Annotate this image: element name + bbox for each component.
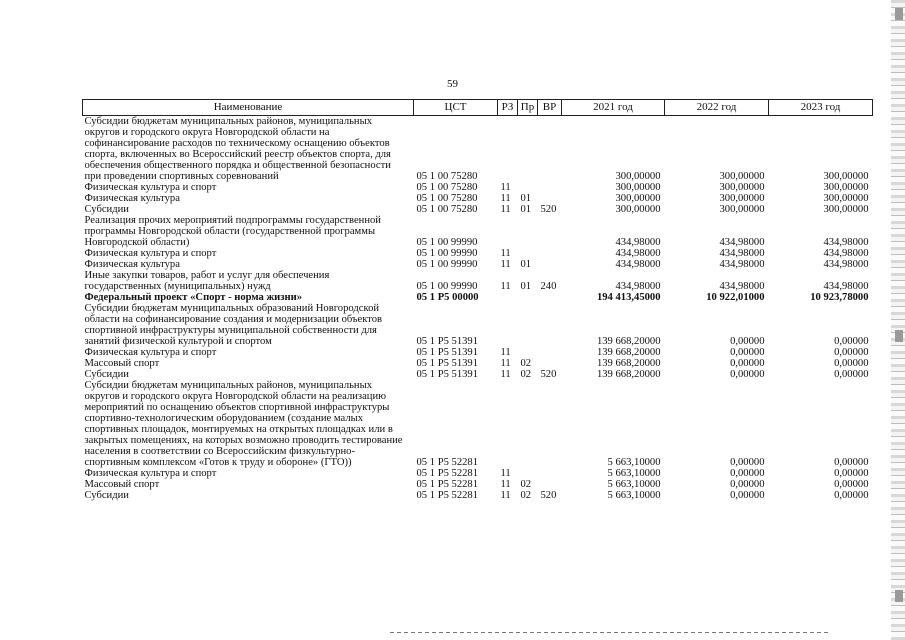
cell-2022: 300,00000	[719, 171, 765, 182]
cell-2022: 0,00000	[730, 336, 765, 347]
cell-name: Физическая культура	[84, 193, 180, 204]
cell-vr: 520	[540, 369, 557, 380]
cell-vr: 520	[540, 490, 557, 501]
cell-2022: 300,00000	[719, 204, 765, 215]
cell-cst: 05 1 P5 51391	[416, 336, 479, 347]
table-row	[83, 380, 873, 468]
cell-pr: 02	[520, 479, 532, 490]
cell-rz: 11	[500, 182, 511, 193]
cell-name: Субсидии	[84, 204, 129, 215]
cell-2021: 139 668,20000	[596, 347, 661, 358]
cell-2022: 434,98000	[719, 248, 765, 259]
cell-rz: 11	[500, 248, 511, 259]
cell-2023: 434,98000	[823, 281, 869, 292]
table-body	[83, 116, 873, 502]
table-row	[83, 248, 873, 259]
cell-2023: 0,00000	[834, 490, 869, 501]
cell-2023: 0,00000	[834, 479, 869, 490]
cell-rz: 11	[500, 193, 511, 204]
cell-2022: 0,00000	[730, 479, 765, 490]
cell-name: Федеральный проект «Спорт - норма жизни»	[84, 292, 303, 303]
cell-rz: 11	[500, 468, 511, 479]
cell-rz: 11	[500, 259, 511, 270]
cell-2021: 300,00000	[615, 204, 661, 215]
cell-2023: 0,00000	[834, 336, 869, 347]
cell-2022: 434,98000	[719, 259, 765, 270]
cell-2023: 434,98000	[823, 248, 869, 259]
cell-2023: 0,00000	[834, 468, 869, 479]
cell-2021: 300,00000	[615, 182, 661, 193]
table-row	[83, 303, 873, 347]
cell-name: Субсидии бюджетам муниципальных районов, муниципальных округов и городского округа Новгородской области на софинансирование расходов по техническому оснащению объектов спорта, включенных во Всероссийский реестр объектов спорта, для обеспечения общественного порядка и общественной безопасности при проведении спортивных соревнований	[84, 116, 391, 182]
cell-cst: 05 1 00 99990	[416, 259, 478, 270]
cell-pr: 01	[520, 204, 532, 215]
cell-2021: 300,00000	[615, 171, 661, 182]
cell-2023: 300,00000	[823, 171, 869, 182]
cell-2023: 0,00000	[834, 457, 869, 468]
cell-pr	[518, 468, 538, 479]
cell-cst: 05 1 P5 51391	[416, 369, 479, 380]
header-pr: Пр	[518, 100, 538, 116]
table-row	[83, 259, 873, 270]
cell-cst: 05 1 P5 51391	[416, 347, 479, 358]
cell-vr	[538, 215, 562, 248]
header-rz: РЗ	[498, 100, 518, 116]
cell-cst: 05 1 00 75280	[416, 193, 478, 204]
cell-pr	[518, 380, 538, 468]
cell-pr	[518, 347, 538, 358]
cell-2022: 434,98000	[719, 237, 765, 248]
cell-pr	[518, 292, 538, 303]
cell-cst: 05 1 P5 00000	[416, 292, 479, 303]
cell-2021: 139 668,20000	[596, 369, 661, 380]
budget-table-container	[82, 99, 872, 501]
header-2023: 2023 год	[769, 100, 873, 116]
cell-name: Массовый спорт	[84, 358, 160, 369]
cell-vr	[538, 358, 562, 369]
cell-pr: 02	[520, 490, 532, 501]
cell-rz: 11	[500, 490, 511, 501]
table-row	[83, 468, 873, 479]
cell-2022: 0,00000	[730, 457, 765, 468]
cell-rz: 11	[500, 347, 511, 358]
table-row	[83, 116, 873, 183]
cell-vr	[538, 182, 562, 193]
cell-2022: 300,00000	[719, 182, 765, 193]
scan-bottom-rule	[390, 632, 830, 633]
cell-pr: 02	[520, 369, 532, 380]
cell-cst: 05 1 00 75280	[416, 182, 478, 193]
cell-2022: 0,00000	[730, 347, 765, 358]
cell-pr	[518, 116, 538, 183]
cell-rz	[498, 215, 518, 248]
cell-2023: 0,00000	[834, 347, 869, 358]
cell-name: Реализация прочих мероприятий подпрограммы государственной программы Новгородской области (государственной программы Новгородской области)	[84, 215, 381, 248]
cell-2021: 139 668,20000	[596, 336, 661, 347]
cell-2021: 5 663,10000	[607, 490, 661, 501]
table-header	[83, 100, 873, 116]
cell-rz: 11	[500, 204, 511, 215]
cell-2021: 139 668,20000	[596, 358, 661, 369]
cell-2021: 5 663,10000	[607, 479, 661, 490]
cell-pr	[518, 215, 538, 248]
cell-2021: 434,98000	[615, 237, 661, 248]
cell-name: Субсидии бюджетам муниципальных районов, муниципальных округов и городского округа Новгородской области на реализацию мероприятий по оснащению объектов спортивной инфраструктуры спортивно-технологическим оборудованием (создание малых спортивных площадок, монтируемых на открытых площадках или в закрытых помещениях, на которых возможно проводить тестирование населения в соответствии со Всероссийским физкультурно-спортивным комплексом «Готов к труду и обороне» (ГТО))	[84, 380, 403, 468]
scan-mark	[895, 330, 903, 342]
cell-2022: 0,00000	[730, 358, 765, 369]
cell-pr	[518, 248, 538, 259]
cell-pr	[518, 303, 538, 347]
table-row	[83, 215, 873, 248]
cell-2023: 0,00000	[834, 369, 869, 380]
cell-2021: 434,98000	[615, 281, 661, 292]
cell-2023: 300,00000	[823, 204, 869, 215]
cell-cst: 05 1 00 75280	[416, 171, 478, 182]
cell-name: Физическая культура и спорт	[84, 347, 217, 358]
cell-rz	[498, 380, 518, 468]
cell-cst: 05 1 P5 52281	[416, 457, 479, 468]
cell-2022: 300,00000	[719, 193, 765, 204]
cell-rz	[498, 116, 518, 183]
cell-name: Физическая культура и спорт	[84, 468, 217, 479]
cell-2021: 434,98000	[615, 259, 661, 270]
cell-vr	[538, 259, 562, 270]
cell-rz	[498, 292, 518, 303]
cell-2021: 5 663,10000	[607, 457, 661, 468]
scan-edge-decoration	[891, 0, 905, 640]
cell-2022: 434,98000	[719, 281, 765, 292]
cell-vr	[538, 248, 562, 259]
cell-2021: 194 413,45000	[596, 292, 661, 303]
cell-vr: 240	[540, 281, 557, 292]
scan-mark	[895, 590, 903, 602]
cell-rz: 11	[500, 479, 511, 490]
cell-2022: 0,00000	[730, 369, 765, 380]
cell-2022: 0,00000	[730, 490, 765, 501]
cell-rz: 11	[500, 369, 511, 380]
cell-cst: 05 1 P5 51391	[416, 358, 479, 369]
cell-cst: 05 1 00 99990	[416, 248, 478, 259]
cell-pr: 01	[520, 259, 532, 270]
cell-name: Физическая культура	[84, 259, 180, 270]
budget-table	[82, 99, 873, 501]
cell-name: Иные закупки товаров, работ и услуг для обеспечения государственных (муниципальных) нужд	[84, 270, 330, 292]
header-cst: ЦСТ	[414, 100, 498, 116]
cell-name: Субсидии бюджетам муниципальных образований Новгородской области на софинансирование создания и модернизации объектов спортивной инфраструктуры муниципальной собственности для занятий физической культурой и спортом	[84, 303, 382, 347]
cell-cst: 05 1 00 75280	[416, 204, 478, 215]
cell-pr	[518, 182, 538, 193]
cell-cst: 05 1 P5 52281	[416, 468, 479, 479]
cell-2022: 10 922,01000	[706, 292, 765, 303]
cell-2023: 300,00000	[823, 193, 869, 204]
cell-2023: 0,00000	[834, 358, 869, 369]
table-row	[83, 270, 873, 292]
cell-cst: 05 1 00 99990	[416, 237, 478, 248]
cell-vr	[538, 193, 562, 204]
cell-name: Физическая культура и спорт	[84, 248, 217, 259]
table-row	[83, 490, 873, 501]
cell-name: Субсидии	[84, 490, 129, 501]
cell-vr	[538, 347, 562, 358]
cell-2023: 300,00000	[823, 182, 869, 193]
table-row	[83, 369, 873, 380]
cell-2021: 5 663,10000	[607, 468, 661, 479]
cell-2021: 434,98000	[615, 248, 661, 259]
table-row	[83, 347, 873, 358]
cell-rz: 11	[500, 281, 511, 292]
cell-vr	[538, 292, 562, 303]
header-vr: ВР	[538, 100, 562, 116]
cell-vr	[538, 479, 562, 490]
cell-2023: 434,98000	[823, 237, 869, 248]
page-number: 59	[447, 78, 458, 90]
table-row	[83, 182, 873, 193]
table-row	[83, 193, 873, 204]
cell-2023: 10 923,78000	[810, 292, 869, 303]
scan-mark	[895, 8, 903, 20]
cell-vr	[538, 468, 562, 479]
cell-cst: 05 1 00 99990	[416, 281, 478, 292]
table-row	[83, 479, 873, 490]
cell-2022: 0,00000	[730, 468, 765, 479]
cell-2023: 434,98000	[823, 259, 869, 270]
cell-cst: 05 1 P5 52281	[416, 490, 479, 501]
cell-name: Массовый спорт	[84, 479, 160, 490]
cell-rz	[498, 303, 518, 347]
cell-name: Физическая культура и спорт	[84, 182, 217, 193]
cell-pr: 01	[520, 193, 532, 204]
table-row	[83, 204, 873, 215]
cell-2021: 300,00000	[615, 193, 661, 204]
table-row	[83, 358, 873, 369]
cell-cst: 05 1 P5 52281	[416, 479, 479, 490]
cell-pr: 02	[520, 358, 532, 369]
table-row	[83, 292, 873, 303]
cell-vr	[538, 303, 562, 347]
header-2021: 2021 год	[562, 100, 665, 116]
cell-vr	[538, 116, 562, 183]
header-row	[83, 100, 873, 116]
cell-vr	[538, 380, 562, 468]
header-name: Наименование	[83, 100, 414, 116]
cell-name: Субсидии	[84, 369, 129, 380]
cell-pr: 01	[520, 281, 532, 292]
header-2022: 2022 год	[665, 100, 769, 116]
cell-vr: 520	[540, 204, 557, 215]
cell-rz: 11	[500, 358, 511, 369]
